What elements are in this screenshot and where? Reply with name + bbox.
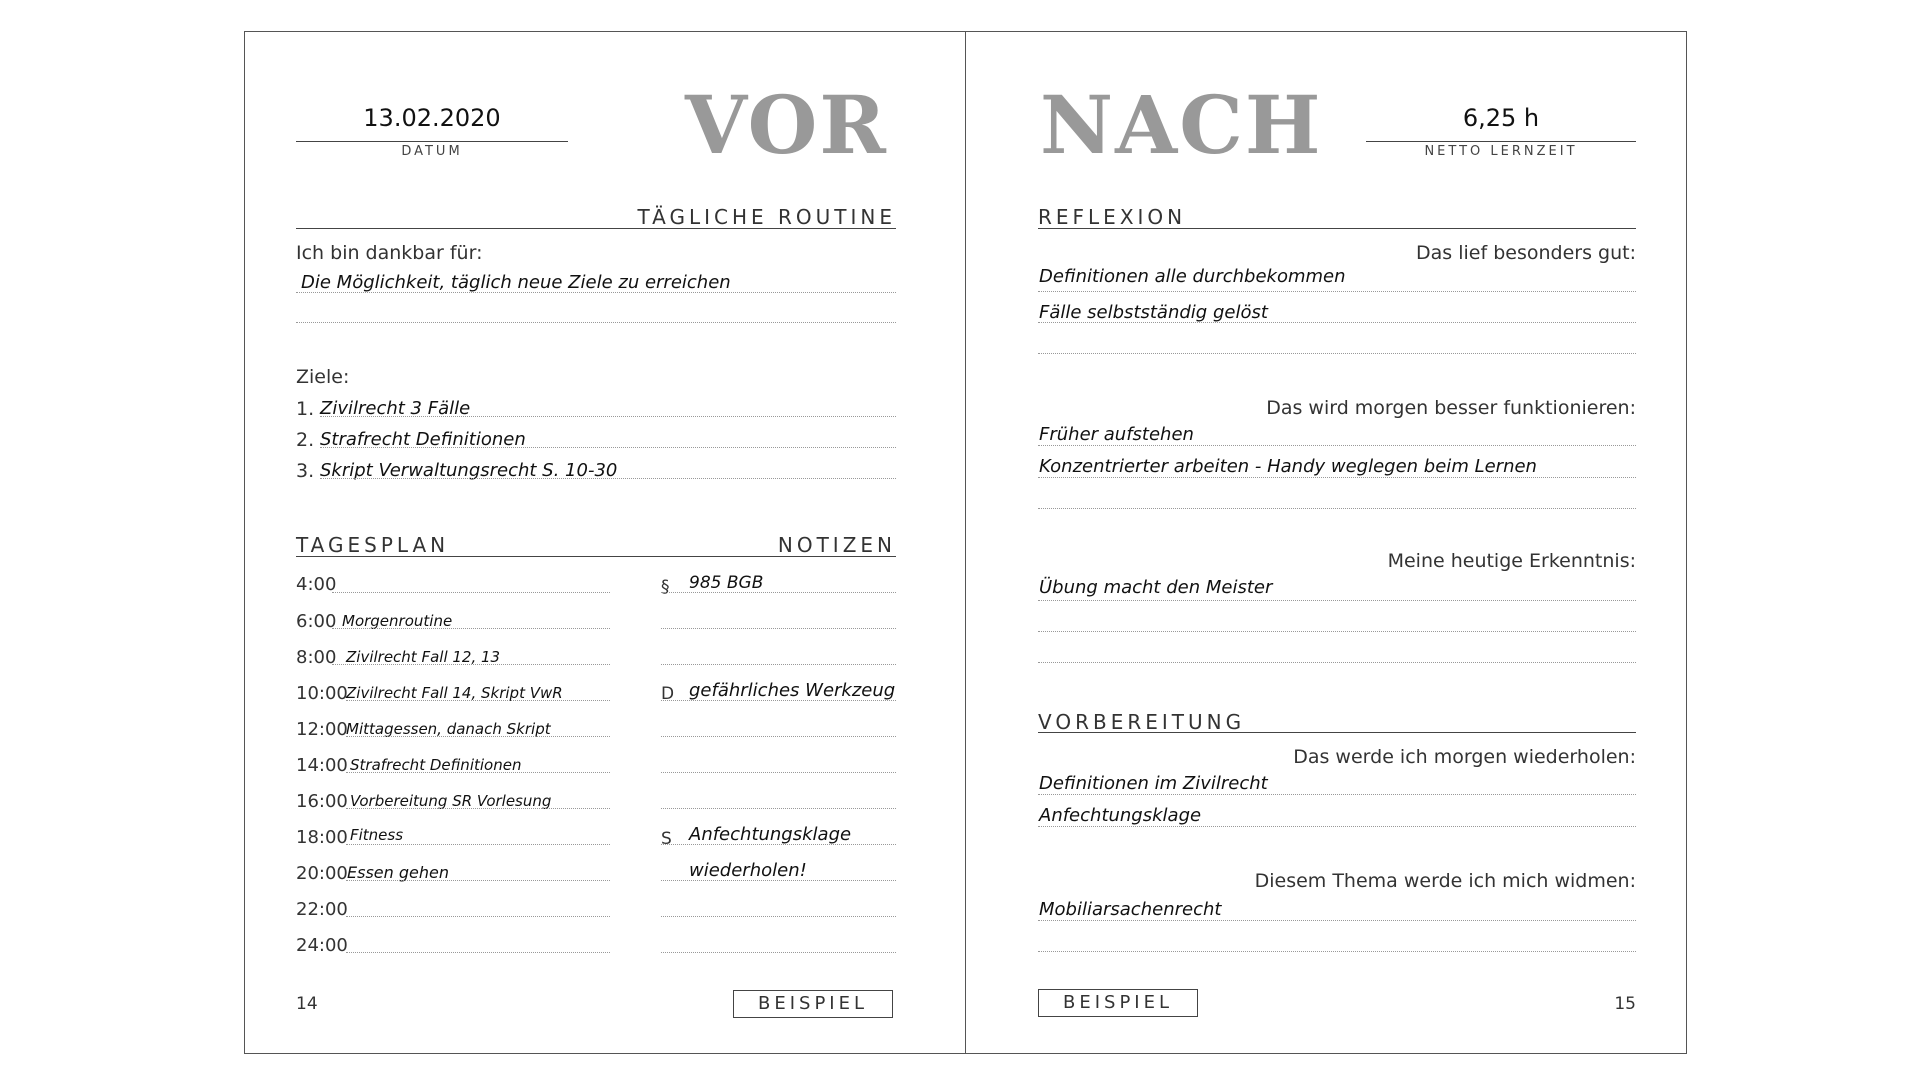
schedule-time: 24:00 xyxy=(296,935,348,956)
dotted-line xyxy=(320,478,896,479)
schedule-entry[interactable]: Mittagessen, danach Skript xyxy=(346,720,551,738)
better-item[interactable]: Konzentrierter arbeiten - Handy weglegen beim Lernen xyxy=(1039,456,1537,477)
grateful-label: Ich bin dankbar für: xyxy=(296,242,483,264)
dotted-line xyxy=(661,664,896,665)
dotted-line xyxy=(332,592,610,593)
dotted-line xyxy=(346,844,610,845)
dotted-line xyxy=(346,880,610,881)
section-heading-tagesplan: TAGESPLAN xyxy=(296,533,450,557)
dotted-line xyxy=(661,880,896,881)
dotted-line xyxy=(1038,826,1636,827)
topic-item[interactable]: Mobiliarsachenrecht xyxy=(1039,899,1222,920)
dotted-line xyxy=(1038,291,1636,292)
goal-num: 1. xyxy=(296,398,315,420)
section-heading-reflexion: REFLEXION xyxy=(1038,205,1187,229)
dotted-line xyxy=(1038,477,1636,478)
schedule-time: 12:00 xyxy=(296,719,348,740)
page-number: 14 xyxy=(296,994,318,1014)
dotted-line xyxy=(332,628,610,629)
better-label: Das wird morgen besser funktionieren: xyxy=(1266,397,1636,419)
dotted-line xyxy=(661,952,896,953)
dotted-line xyxy=(346,952,610,953)
dotted-line xyxy=(296,322,896,323)
schedule-entry[interactable]: Zivilrecht Fall 12, 13 xyxy=(346,648,501,666)
dotted-line xyxy=(346,700,610,701)
good-item[interactable]: Fälle selbstständig gelöst xyxy=(1039,302,1268,323)
schedule-entry[interactable]: Essen gehen xyxy=(347,863,449,882)
schedule-time: 14:00 xyxy=(296,755,348,776)
dotted-line xyxy=(661,628,896,629)
dotted-line xyxy=(661,772,896,773)
page-title-vor: VOR xyxy=(685,78,888,172)
grateful-text[interactable]: Die Möglichkeit, täglich neue Ziele zu erreichen xyxy=(301,272,731,293)
page-divider xyxy=(965,31,966,1054)
section-heading-notizen: NOTIZEN xyxy=(777,533,896,557)
dotted-line xyxy=(296,292,896,293)
dotted-line xyxy=(346,736,610,737)
good-label: Das lief besonders gut: xyxy=(1416,242,1636,264)
goal-item[interactable]: Strafrecht Definitionen xyxy=(320,429,526,450)
dotted-line xyxy=(661,700,896,701)
topic-label: Diesem Thema werde ich mich widmen: xyxy=(1254,870,1636,892)
better-item[interactable]: Früher aufstehen xyxy=(1039,424,1194,445)
note-entry[interactable]: wiederholen! xyxy=(689,860,807,881)
note-marker: D xyxy=(661,684,675,704)
dotted-line xyxy=(320,447,896,448)
dotted-line xyxy=(1038,322,1636,323)
schedule-entry[interactable]: Morgenroutine xyxy=(342,612,453,630)
schedule-entry[interactable]: Zivilrecht Fall 14, Skript VwR xyxy=(346,684,563,702)
study-hours-value[interactable]: 6,25 h xyxy=(1462,104,1540,132)
dotted-line xyxy=(661,592,896,593)
note-entry[interactable]: Anfechtungsklage xyxy=(689,824,852,845)
page-number: 15 xyxy=(1614,994,1636,1014)
date-underline xyxy=(296,141,568,142)
schedule-entry[interactable]: Vorbereitung SR Vorlesung xyxy=(350,792,552,810)
dotted-line xyxy=(1038,445,1636,446)
schedule-time: 22:00 xyxy=(296,899,348,920)
date-caption: DATUM xyxy=(401,144,463,159)
date-value[interactable]: 13.02.2020 xyxy=(363,104,501,132)
reflexion-rule xyxy=(1038,228,1636,229)
dotted-line xyxy=(661,844,896,845)
insight-label: Meine heutige Erkenntnis: xyxy=(1387,550,1636,572)
dotted-line xyxy=(346,916,610,917)
plan-rule xyxy=(296,556,896,557)
schedule-time: 8:00 xyxy=(296,647,337,668)
goals-label: Ziele: xyxy=(296,366,350,388)
repeat-item[interactable]: Definitionen im Zivilrecht xyxy=(1039,773,1268,794)
schedule-time: 6:00 xyxy=(296,611,337,632)
dotted-line xyxy=(320,416,896,417)
schedule-time: 16:00 xyxy=(296,791,348,812)
dotted-line xyxy=(1038,920,1636,921)
dotted-line xyxy=(1038,353,1636,354)
dotted-line xyxy=(346,772,610,773)
dotted-line xyxy=(332,664,610,665)
schedule-time: 18:00 xyxy=(296,827,348,848)
good-item[interactable]: Definitionen alle durchbekommen xyxy=(1039,266,1346,287)
hours-underline xyxy=(1366,141,1636,142)
note-entry[interactable]: 985 BGB xyxy=(689,573,764,593)
goal-num: 3. xyxy=(296,460,315,482)
dotted-line xyxy=(1038,631,1636,632)
note-entry[interactable]: gefährliches Werkzeug xyxy=(689,680,896,701)
routine-rule xyxy=(296,228,896,229)
schedule-time: 10:00 xyxy=(296,683,348,704)
goal-num: 2. xyxy=(296,429,315,451)
example-badge: BEISPIEL xyxy=(1038,989,1198,1017)
repeat-label: Das werde ich morgen wiederholen: xyxy=(1293,746,1636,768)
dotted-line xyxy=(346,808,610,809)
note-marker: S xyxy=(661,829,672,849)
dotted-line xyxy=(1038,662,1636,663)
section-heading-vorbereitung: VORBEREITUNG xyxy=(1038,710,1246,734)
dotted-line xyxy=(1038,951,1636,952)
prep-rule xyxy=(1038,732,1636,733)
dotted-line xyxy=(661,736,896,737)
schedule-time: 4:00 xyxy=(296,574,337,595)
dotted-line xyxy=(1038,794,1636,795)
example-badge: BEISPIEL xyxy=(733,990,893,1018)
dotted-line xyxy=(1038,508,1636,509)
schedule-time: 20:00 xyxy=(296,863,348,884)
repeat-item[interactable]: Anfechtungsklage xyxy=(1039,805,1202,826)
note-marker: § xyxy=(661,577,670,597)
dotted-line xyxy=(661,916,896,917)
section-heading-routine: TÄGLICHE ROUTINE xyxy=(637,205,896,229)
schedule-entry[interactable]: Strafrecht Definitionen xyxy=(350,756,522,774)
page-title-nach: NACH xyxy=(1040,78,1323,172)
dotted-line xyxy=(1038,600,1636,601)
goal-item[interactable]: Zivilrecht 3 Fälle xyxy=(320,398,471,419)
schedule-entry[interactable]: Fitness xyxy=(350,826,404,844)
hours-caption: NETTO LERNZEIT xyxy=(1424,144,1578,159)
dotted-line xyxy=(661,808,896,809)
goal-item[interactable]: Skript Verwaltungsrecht S. 10-30 xyxy=(320,460,618,481)
insight-item[interactable]: Übung macht den Meister xyxy=(1039,577,1273,598)
